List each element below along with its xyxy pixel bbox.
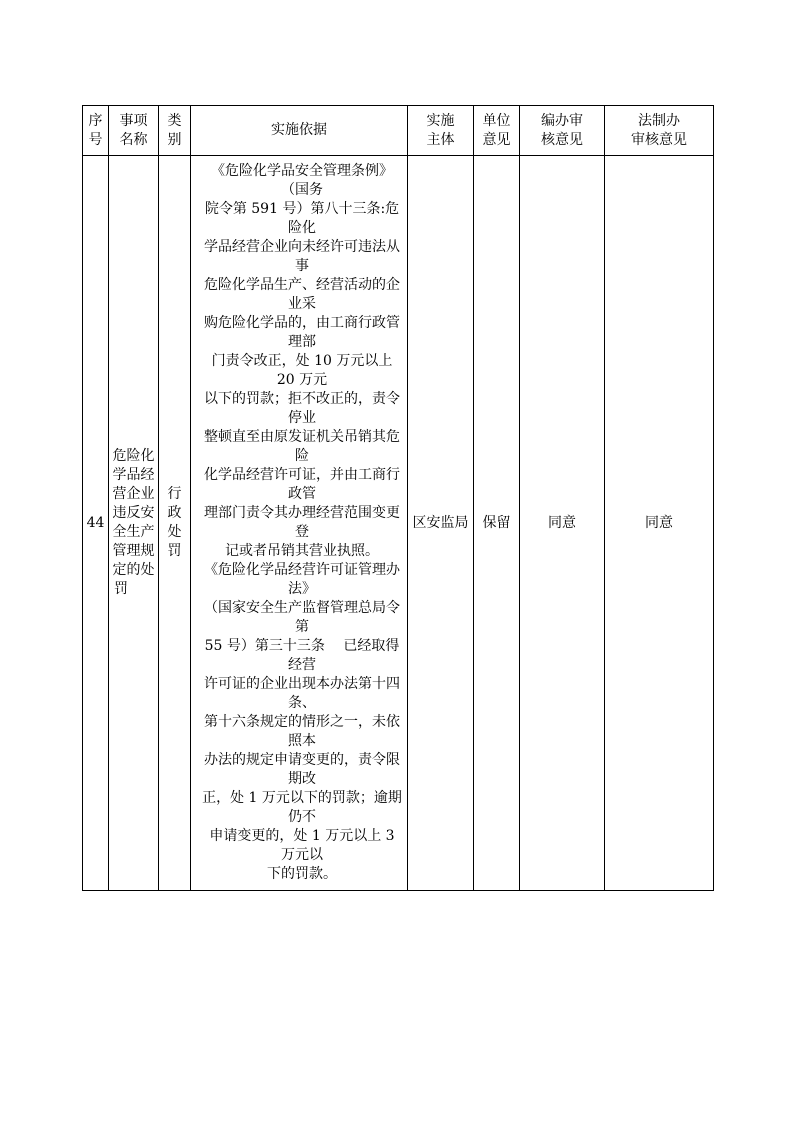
header-name-line-2: 名称 <box>119 131 148 148</box>
basis-line: 院令第 591 号）第八十三条:危险化 <box>204 201 400 236</box>
header-editorial-review-line-2: 核意见 <box>541 131 583 148</box>
header-basis: 实施依据 <box>191 106 408 156</box>
header-name <box>109 106 159 156</box>
basis-line: 购危险化学品的，由工商行政管理部 <box>204 315 400 350</box>
basis-line: 整顿直至由原发证机关吊销其危险 <box>204 429 400 464</box>
name-line: 学品经 <box>112 467 155 483</box>
header-seq <box>83 106 109 156</box>
cell-unit-opinion: 保留 <box>474 156 520 891</box>
name-line: 定的处 <box>112 562 155 578</box>
basis-line: 55 号）第三十三条 已经取得经营 <box>204 638 400 673</box>
basis-line: 许可证的企业出现本办法第十四条、 <box>204 676 400 711</box>
header-category <box>159 106 191 156</box>
header-subject-line-2: 主体 <box>426 131 455 148</box>
category-line: 罚 <box>167 543 182 559</box>
header-legal-review <box>605 106 714 156</box>
basis-line: （国家安全生产监督管理总局令第 <box>204 600 400 635</box>
cell-seq: 44 <box>83 156 109 891</box>
basis-line: 下的罚款。 <box>267 866 337 882</box>
approval-table <box>82 105 714 891</box>
header-subject-line-1: 实施 <box>426 112 455 129</box>
header-name-line-1: 事项 <box>119 112 148 129</box>
cell-legal-review: 同意 <box>605 156 714 891</box>
header-category-line-1: 类 <box>167 112 182 129</box>
basis-line: 正，处 1 万元以下的罚款；逾期仍不 <box>202 790 402 825</box>
basis-line: 化学品经营许可证，并由工商行政管 <box>204 467 400 502</box>
category-line: 政 <box>167 505 182 521</box>
header-seq-line-2: 号 <box>88 131 103 148</box>
basis-line: 《危险化学品经营许可证管理办法》 <box>204 562 400 597</box>
cell-editorial-review: 同意 <box>520 156 605 891</box>
header-subject <box>408 106 474 156</box>
cell-name <box>109 156 159 891</box>
table-row <box>83 156 714 891</box>
header-editorial-review-line-1: 编办审 <box>541 112 583 129</box>
basis-line: 申请变更的，处 1 万元以上 3 万元以 <box>209 828 395 863</box>
header-row <box>83 106 714 156</box>
basis-line: 办法的规定申请变更的，责令限期改 <box>204 752 400 787</box>
header-unit-opinion <box>474 106 520 156</box>
header-unit-opinion-line-1: 单位 <box>482 112 511 129</box>
basis-line: 危险化学品生产、经营活动的企业采 <box>204 277 400 312</box>
basis-line: 记或者吊销其营业执照。 <box>225 543 379 559</box>
cell-basis <box>191 156 408 891</box>
name-line: 全生产 <box>112 524 155 540</box>
header-legal-review-line-1: 法制办 <box>638 112 680 129</box>
name-line: 营企业 <box>112 486 155 502</box>
basis-line: 门责令改正，处 10 万元以上 20 万元 <box>211 353 393 388</box>
cell-subject: 区安监局 <box>408 156 474 891</box>
name-line: 管理规 <box>112 543 155 559</box>
header-legal-review-line-2: 审核意见 <box>631 131 687 148</box>
basis-line: 学品经营企业向未经许可违法从事 <box>204 239 400 274</box>
name-line: 违反安 <box>112 505 155 521</box>
basis-line: 《危险化学品安全管理条例》（国务 <box>211 163 393 198</box>
cell-category <box>159 156 191 891</box>
category-line: 行 <box>167 486 182 502</box>
basis-line: 第十六条规定的情形之一，未依照本 <box>204 714 400 749</box>
basis-line: 理部门责令其办理经营范围变更登 <box>204 505 400 540</box>
header-category-line-2: 别 <box>167 131 182 148</box>
name-line: 危险化 <box>112 448 155 464</box>
header-editorial-review <box>520 106 605 156</box>
header-unit-opinion-line-2: 意见 <box>482 131 511 148</box>
name-line: 罚 <box>114 581 128 597</box>
category-line: 处 <box>167 524 182 540</box>
header-seq-line-1: 序 <box>88 112 103 129</box>
basis-line: 以下的罚款；拒不改正的，责令停业 <box>204 391 400 426</box>
